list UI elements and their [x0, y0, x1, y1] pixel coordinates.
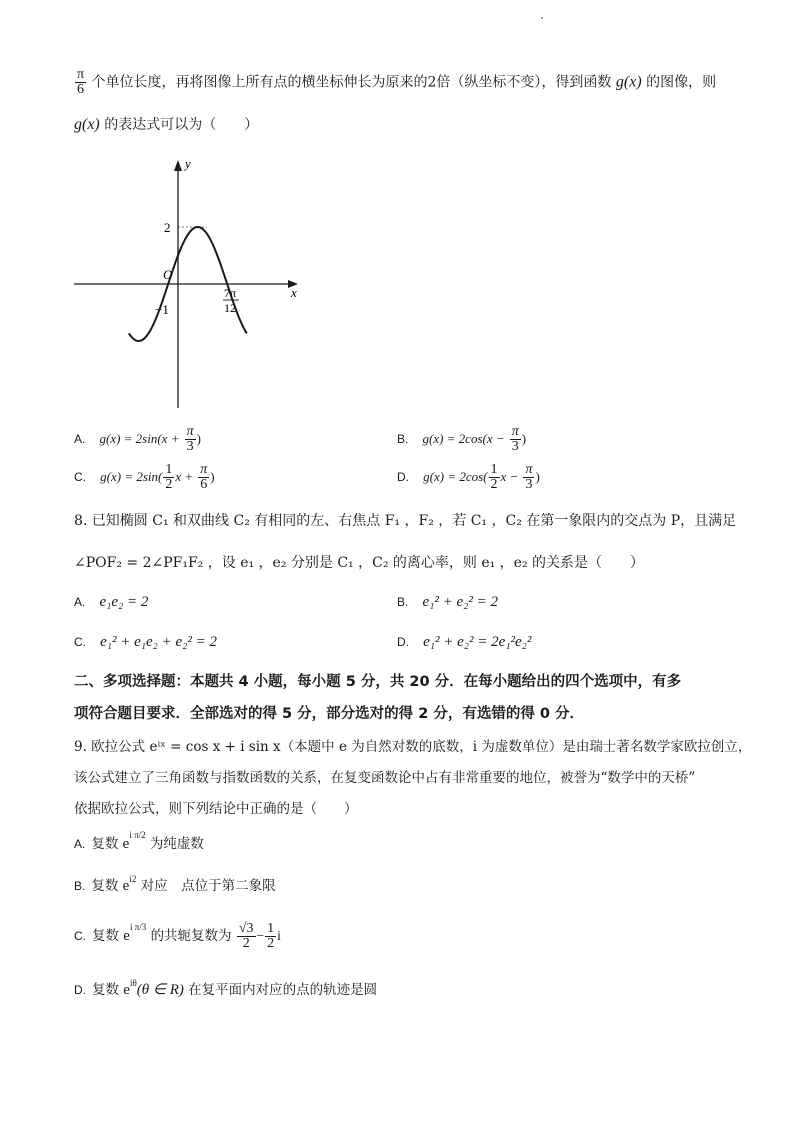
scan-dot [541, 17, 543, 19]
q7-option-a[interactable]: A. g(x) = 2sin(x + $\frac{\pi}{3}$ ) [74, 424, 201, 454]
q7-option-b[interactable]: B. g(x) = 2cos(x − $\frac{\pi}{3}$ ) [397, 424, 527, 454]
q9-option-a[interactable]: A. 复数 $e^{i \pi/2}$ 为纯虚数 [74, 830, 204, 852]
q7-line1 [74, 68, 716, 97]
tick-label-7pi: 7π [224, 286, 237, 300]
q7-option-c[interactable]: C. g(x) = 2sin( $\frac{1}{2}$ x + $\frac{\pi}{6}$ ) [74, 462, 215, 492]
q7-line1-end: 的图像，则 [646, 74, 717, 91]
y-axis-label: y [185, 156, 191, 171]
origin-label: O [163, 267, 173, 282]
q8-stem-line1: 8. 已知椭圆 C₁ 和双曲线 C₂ 有相同的左、右焦点 F₁ ，F₂ ，若 C₁ ，C₂ 在第一象限内的交点为 P，且满足 [74, 513, 737, 529]
tick-label-minus1: −1 [155, 302, 169, 317]
q7-option-d[interactable]: D. g(x) = 2cos( $\frac{1}{2}$ x − $\frac{\pi}{3}$ ) [397, 462, 540, 492]
q8-option-d[interactable]: D. e₁² + e₂² = 2e₁²e₂² [397, 634, 532, 650]
q8-stem-line2: ∠POF₂ = 2∠PF₁F₂ ，设 e₁ ，e₂ 分别是 C₁ ，C₂ 的离心率，则 e₁ ，e₂ 的关系是（ ） [74, 555, 645, 571]
q9-d-exponent: iθ [129, 978, 137, 988]
q8-option-c[interactable]: C. e₁² + e₁e₂ + e₂² = 2 [74, 634, 217, 650]
tick-label-12: 12 [224, 301, 236, 315]
y-axis-arrow [174, 160, 182, 171]
q9-option-c[interactable]: C. 复数 $e^{i \pi/3}$ 的共轭复数为 $\frac{√3}{2}$ − $\frac{1}{2}$ i [74, 921, 281, 951]
q9-c-exponent: i π/3 [129, 922, 147, 932]
q7-gx: g(x) [615, 73, 642, 91]
q8-option-b[interactable]: B. e₁² + e₂² = 2 [397, 594, 498, 610]
x-axis-label: x [291, 285, 297, 300]
q9-stem-line3: 依据欧拉公式，则下列结论中正确的是（ ） [74, 801, 358, 817]
q7-line2 [74, 114, 258, 134]
tick-label-2: 2 [164, 220, 171, 235]
q9-option-b[interactable]: B. 复数 $e^{i2}$ 对应 点位于第二象限 [74, 874, 276, 894]
q9-b-exponent: i2 [129, 874, 137, 884]
q9-stem-line1: 9. 欧拉公式 eⁱˣ = cos x + i sin x（本题中 e 为自然对数的底数，i 为虚数单位）是由瑞士著名数学家欧拉创立， [74, 739, 752, 755]
q9-a-exponent: i π/2 [129, 830, 146, 840]
pi-over-6-fraction: $\frac{\pi}{6}$ [77, 67, 85, 97]
section2-heading-line2: 项符合题目要求．全部选对的得 5 分，部分选对的得 2 分，有选错的得 0 分． [74, 706, 585, 722]
q7-gx-2: g(x) [74, 116, 100, 133]
q7-line1-text: 个单位长度，再将图像上所有点的横坐标伸长为原来的2倍（纵坐标不变），得到函数 [91, 74, 612, 91]
q9-stem-line2: 该公式建立了三角函数与指数函数的关系，在复变函数论中占有非常重要的地位，被誉为“数学中的天桥” [74, 770, 696, 786]
q7-function-graph [66, 150, 316, 412]
q8-option-a[interactable]: A. e₁e₂ = 2 [74, 594, 149, 610]
section2-heading-line1: 二、多项选择题：本题共 4 小题，每小题 5 分，共 20 分．在每小题给出的四个选项中，有多 [74, 674, 682, 690]
q7-line2-text: 的表达式可以为（ ） [104, 117, 259, 133]
q9-option-d[interactable]: D. 复数 $e^{i\theta}(\theta$ ∈ R) 在复平面内对应的点的轨迹是圆 [74, 978, 378, 998]
